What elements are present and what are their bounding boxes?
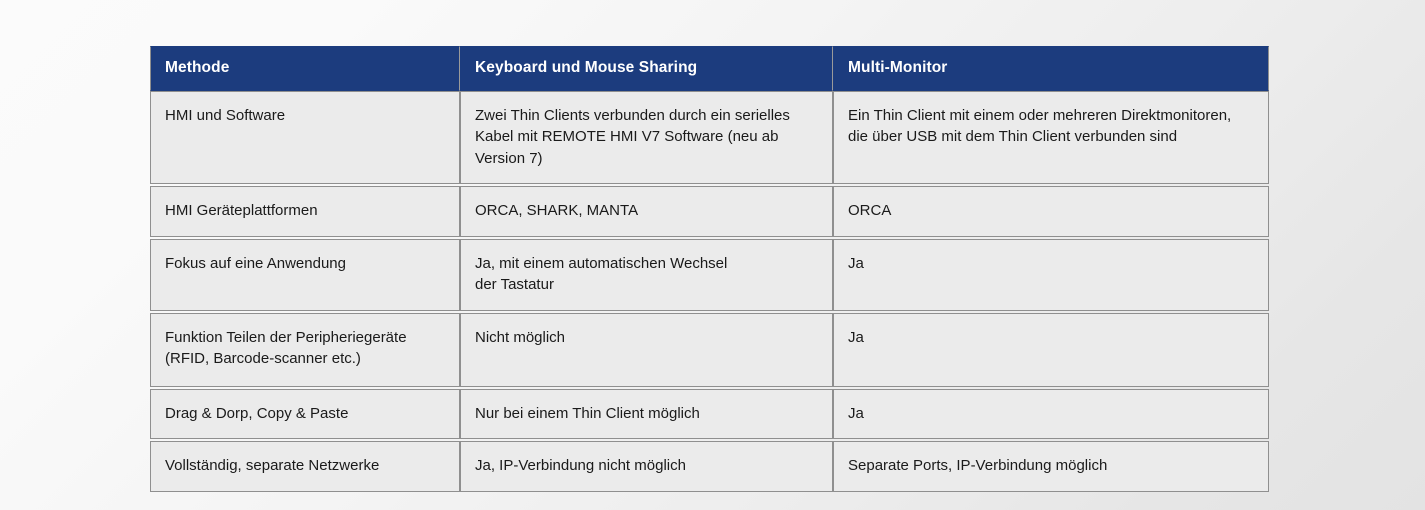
cell-multi-monitor — [833, 239, 1269, 311]
cell-text-line: Ja — [848, 254, 864, 272]
table-row — [150, 91, 1269, 184]
cell-text-line: Drag & Dorp, Copy & Paste — [165, 404, 349, 422]
cell-text-line: der Tastatur — [475, 276, 554, 294]
cell-text-line: Ein Thin Client mit einem oder mehreren Direktmonitoren, — [848, 107, 1232, 124]
cell-methode — [150, 186, 460, 236]
cell-text-line: Ja, mit einem automatischen Wechsel — [475, 254, 728, 272]
cell-methode — [150, 313, 460, 387]
cell-text-line: Ja — [848, 404, 864, 422]
cell-text-line: HMI Geräteplattformen — [165, 202, 318, 220]
table-row — [150, 239, 1269, 311]
cell-methode — [150, 91, 460, 184]
column-header-keyboard-mouse-sharing: Keyboard und Mouse Sharing — [460, 46, 833, 91]
cell-text-line: ORCA — [848, 202, 892, 220]
cell-text-line: Separate Ports, IP-Verbindung möglich — [848, 457, 1108, 475]
header-row — [150, 46, 1269, 91]
cell-methode — [150, 389, 460, 439]
cell-text-line: die über USB mit dem Thin Client verbunden sind — [848, 128, 1178, 146]
table-row — [150, 186, 1269, 236]
cell-multi-monitor — [833, 91, 1269, 184]
cell-multi-monitor — [833, 313, 1269, 387]
cell-methode — [150, 441, 460, 491]
cell-multi-monitor — [833, 441, 1269, 491]
comparison-table — [150, 46, 1269, 492]
table-row — [150, 313, 1269, 387]
cell-text-line: HMI und Software — [165, 107, 286, 124]
cell-text-line: Zwei Thin Clients verbunden durch ein serielles — [475, 107, 790, 124]
table-header — [150, 46, 1269, 91]
cell-keyboard-mouse-sharing — [460, 239, 833, 311]
cell-text-line: Funktion Teilen der Peripheriegeräte — [165, 328, 407, 346]
column-header-multi-monitor: Multi-Monitor — [833, 46, 1269, 91]
table-row — [150, 441, 1269, 491]
cell-text-line: Vollständig, separate Netzwerke — [165, 457, 380, 475]
cell-keyboard-mouse-sharing — [460, 91, 833, 184]
cell-multi-monitor — [833, 186, 1269, 236]
cell-keyboard-mouse-sharing — [460, 441, 833, 491]
cell-text-line: (RFID, Barcode-scanner etc.) — [165, 350, 361, 368]
table-row — [150, 389, 1269, 439]
cell-keyboard-mouse-sharing — [460, 313, 833, 387]
cell-text-line: Fokus auf eine Anwendung — [165, 254, 346, 272]
cell-keyboard-mouse-sharing — [460, 186, 833, 236]
cell-text-line: Nicht möglich — [475, 328, 566, 346]
column-header-methode: Methode — [150, 46, 460, 91]
cell-text-line: Kabel mit REMOTE HMI V7 Software (neu ab — [475, 128, 779, 146]
cell-text-line: ORCA, SHARK, MANTA — [475, 202, 639, 220]
cell-keyboard-mouse-sharing — [460, 389, 833, 439]
cell-methode — [150, 239, 460, 311]
cell-text-line: Ja, IP-Verbindung nicht möglich — [475, 457, 686, 475]
cell-text-line: Ja — [848, 328, 864, 346]
cell-text-line: Nur bei einem Thin Client möglich — [475, 404, 700, 422]
cell-multi-monitor — [833, 389, 1269, 439]
table-body — [150, 91, 1269, 492]
cell-text-line: Version 7) — [475, 149, 543, 167]
